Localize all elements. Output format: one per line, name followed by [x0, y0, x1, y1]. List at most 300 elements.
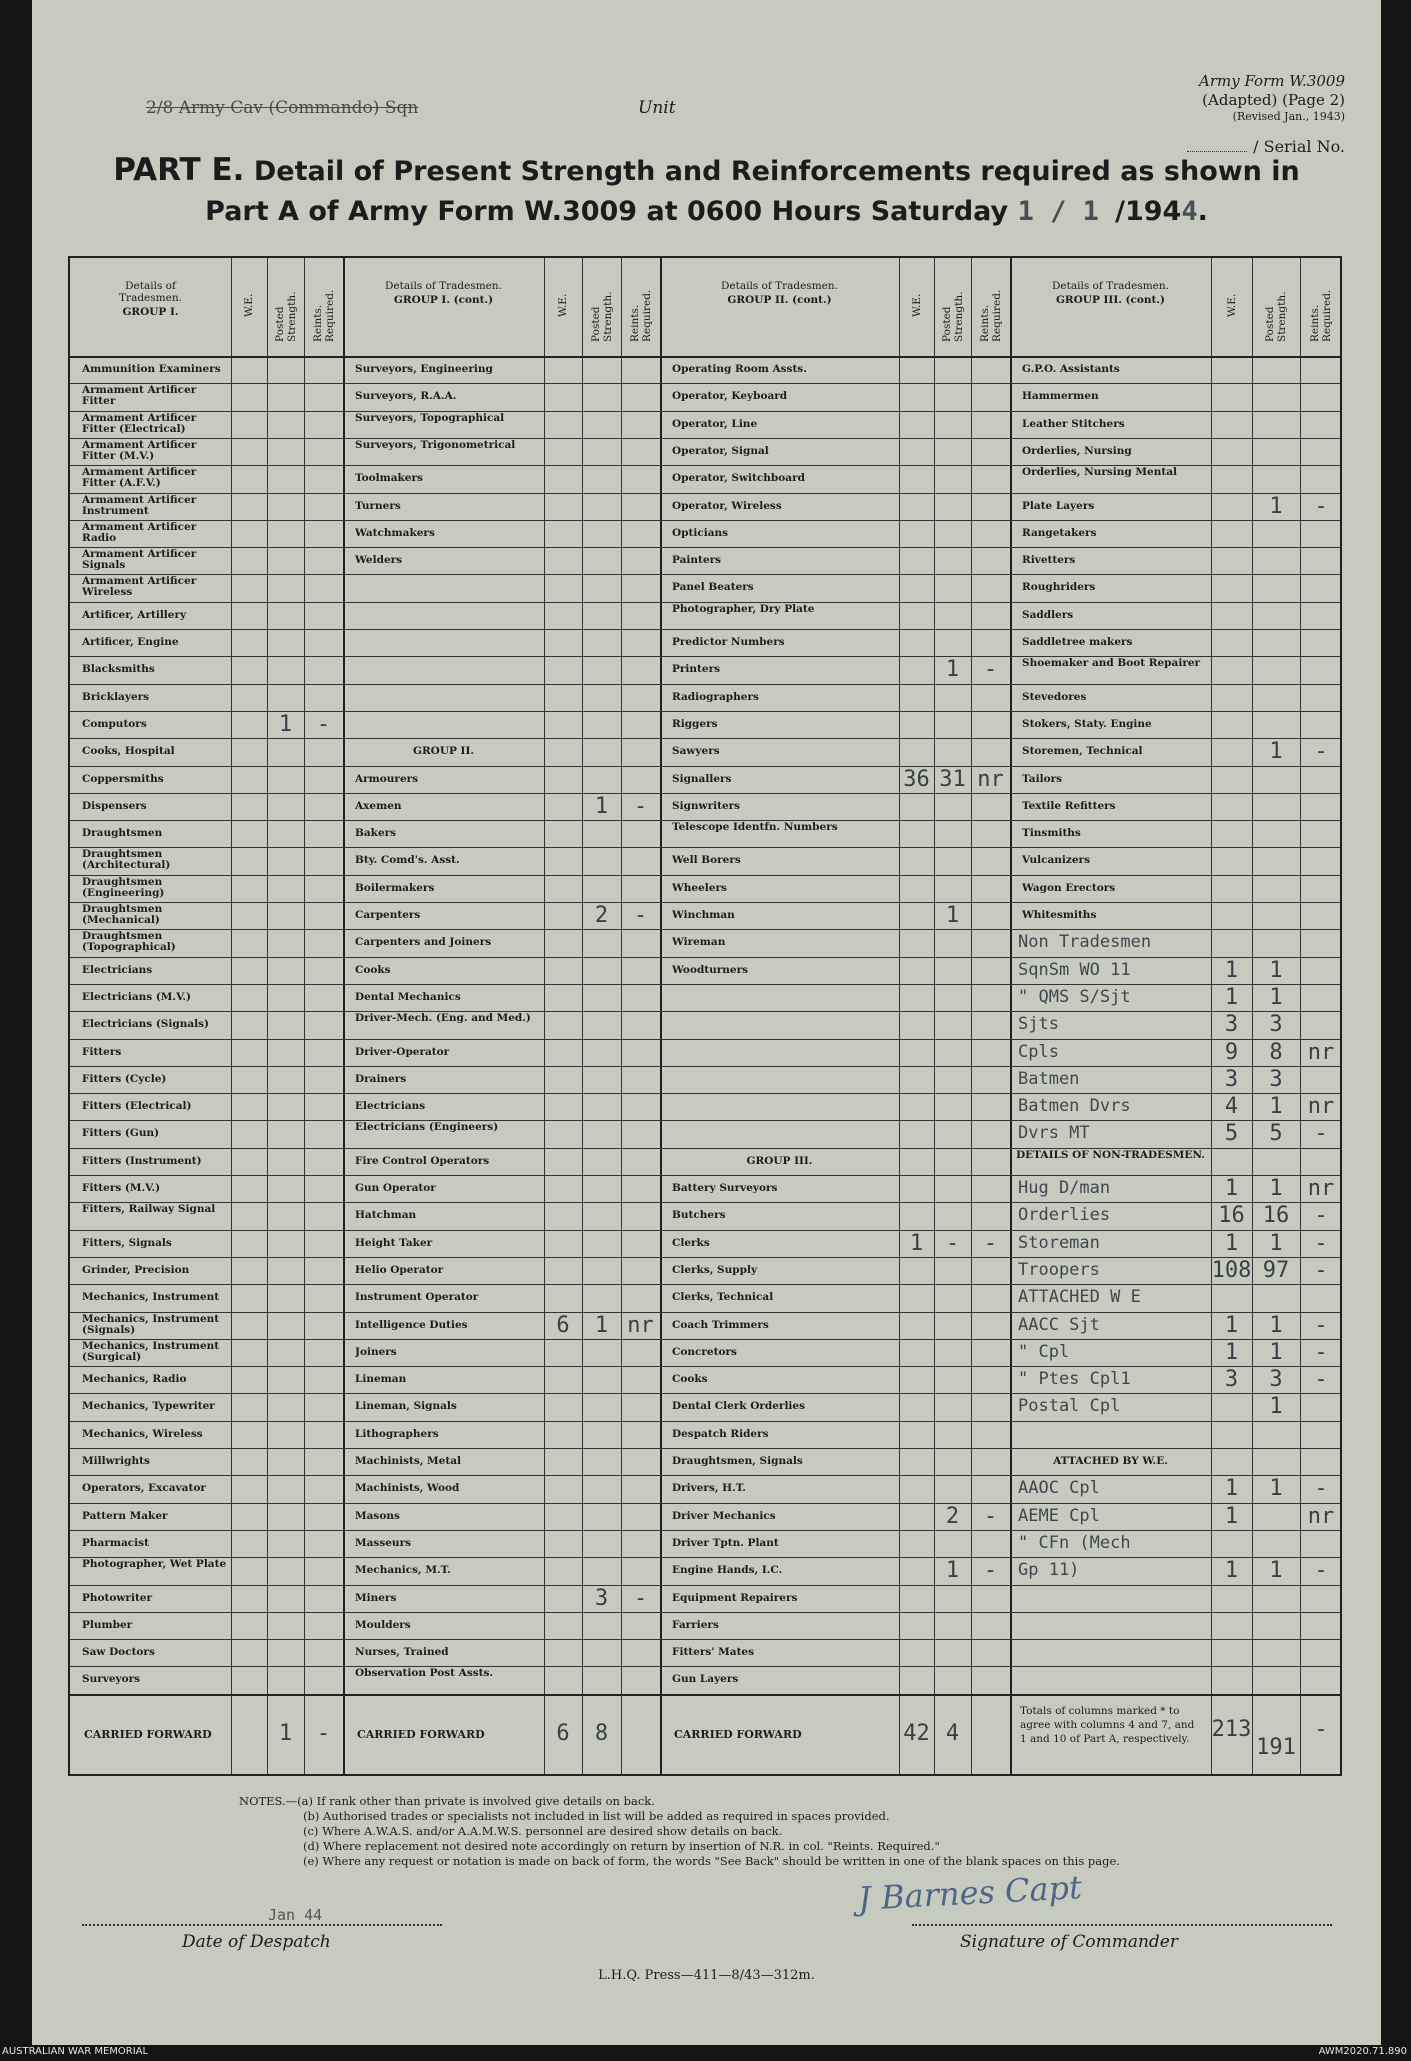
- row-label: GROUP II.: [412, 746, 475, 758]
- row-label: Plumber: [82, 1619, 133, 1631]
- group-rule: [343, 258, 345, 1774]
- handwritten-value: 108: [1211, 1257, 1252, 1283]
- handwritten-value: nr: [627, 1312, 654, 1338]
- handwritten-value: 16: [1262, 1203, 1290, 1229]
- non-tradesman-label: Troopers: [1018, 1259, 1100, 1280]
- signature-label: Signature of Commander: [960, 1932, 1178, 1952]
- non-tradesman-label: Non Tradesmen: [1018, 932, 1152, 953]
- handwritten-value: 1: [278, 711, 293, 737]
- date-line: [82, 1924, 442, 1926]
- row-label: Woodturners: [672, 964, 749, 976]
- handwritten-value: -: [1314, 1558, 1328, 1584]
- serial-number: / Serial No.: [1187, 137, 1345, 156]
- row-label: Operator, Wireless: [672, 500, 782, 512]
- row-rule: [70, 1011, 1340, 1012]
- row-label: Turners: [355, 500, 401, 512]
- non-tradesman-label: Postal Cpl: [1018, 1396, 1121, 1417]
- handwritten-value: -: [1314, 1230, 1328, 1256]
- row-label: Pharmacist: [82, 1537, 149, 1549]
- row-label: Mechanics, Typewriter: [82, 1401, 215, 1413]
- col-header-we: W.E.: [557, 293, 569, 317]
- row-label: Mechanics, Wireless: [82, 1428, 203, 1440]
- row-rule: [70, 1148, 1340, 1149]
- row-label: Hatchman: [355, 1210, 417, 1222]
- row-label: Fire Control Operators: [355, 1155, 490, 1167]
- row-label: Electricians (Signals): [82, 1019, 210, 1031]
- handwritten-value: 1: [1224, 1312, 1239, 1338]
- row-label: Armament Artificer Wireless: [82, 576, 197, 599]
- handwritten-value: 1: [1269, 1476, 1283, 1502]
- row-label: Drainers: [355, 1073, 407, 1085]
- row-rule: [70, 1066, 1340, 1067]
- non-tradesman-label: Dvrs MT: [1018, 1123, 1090, 1144]
- handwritten-value: -: [633, 793, 648, 819]
- row-label: Draughtsmen (Architectural): [82, 849, 171, 872]
- row-label: Observation Post Assts.: [355, 1668, 494, 1680]
- row-label: Driver-Operator: [355, 1046, 450, 1058]
- row-label: Gun Layers: [672, 1674, 739, 1686]
- row-label: Whitesmiths: [1022, 910, 1097, 921]
- date-of-despatch-label: Date of Despatch: [182, 1932, 331, 1952]
- handwritten-value: nr: [1307, 1176, 1335, 1201]
- carried-forward-note: Totals of columns marked * to agree with columns 4 and 7, and 1 and 10 of Part A, respectively.: [1020, 1704, 1195, 1745]
- handwritten-value: 1: [278, 1720, 293, 1746]
- handwritten-value: -: [316, 1720, 331, 1746]
- handwritten-value: 6: [556, 1312, 570, 1338]
- row-label: Signwriters: [672, 800, 741, 812]
- column-rule: [304, 258, 305, 1774]
- row-label: Vulcanizers: [1022, 855, 1091, 867]
- row-label: Despatch Riders: [672, 1428, 769, 1440]
- row-label: Opticians: [672, 527, 729, 539]
- handwritten-value: 1: [1269, 1094, 1283, 1120]
- row-label: Operator, Line: [672, 418, 758, 430]
- row-label: Welders: [355, 555, 403, 567]
- row-label: Driver Tptn. Plant: [672, 1537, 779, 1549]
- row-label: Armament Artificer Fitter (A.F.V.): [82, 467, 197, 490]
- row-label: Masons: [355, 1510, 400, 1522]
- row-label: Surveyors, R.A.A.: [355, 391, 457, 403]
- col-header-posted: Posted Strength.: [589, 291, 614, 342]
- handwritten-value: 3: [1269, 1066, 1283, 1092]
- col-header-posted: Posted Strength.: [940, 291, 965, 342]
- handwritten-value: 1: [1269, 1558, 1283, 1584]
- non-tradesman-label: " QMS S/Sjt: [1018, 986, 1131, 1007]
- col-header-reints: Reints. Required.: [311, 289, 336, 342]
- row-label: Ammunition Examiners: [82, 364, 221, 375]
- carried-forward-label: CARRIED FORWARD: [674, 1727, 802, 1741]
- handwritten-value: 3: [1224, 1367, 1239, 1393]
- form-adapted: (Adapted) (Page 2): [1202, 91, 1345, 109]
- row-label: DETAILS OF NON-TRADESMEN.: [1016, 1149, 1205, 1161]
- row-label: Well Borers: [672, 855, 741, 867]
- row-label: Fitters (Electrical): [82, 1101, 192, 1113]
- row-label: Electricians (M.V.): [82, 991, 192, 1003]
- column-rule: [544, 258, 545, 1774]
- non-tradesman-label: " CFn (Mech: [1018, 1532, 1131, 1553]
- handwritten-value: -: [633, 903, 648, 928]
- handwritten-value: 191: [1256, 1734, 1296, 1760]
- row-label: Dental Mechanics: [355, 991, 461, 1003]
- row-label: Masseurs: [355, 1537, 412, 1549]
- page-title: PART E. Detail of Present Strength and Reinforcements required as shown in Part A of Army Form W.3009 at 0600 Hours Saturday 1 / 1 /1944.: [113, 152, 1300, 227]
- row-label: Artificer, Engine: [82, 637, 179, 648]
- col-header-reints: Reints. Required.: [978, 289, 1003, 342]
- row-label: Roughriders: [1022, 582, 1096, 594]
- non-tradesman-label: " Ptes Cpl1: [1018, 1369, 1131, 1390]
- row-label: Rangetakers: [1022, 527, 1097, 539]
- row-label: Armament Artificer Instrument: [82, 494, 197, 517]
- handwritten-value: 1: [1224, 1339, 1239, 1365]
- handwritten-value: 2: [594, 903, 609, 928]
- handwritten-value: -: [983, 1230, 998, 1256]
- non-tradesman-label: AAOC Cpl: [1018, 1478, 1100, 1499]
- col-header-we: W.E.: [910, 293, 923, 317]
- row-label: Electricians (Engineers): [355, 1122, 499, 1134]
- handwritten-value: 4: [945, 1720, 960, 1746]
- handwritten-value: 42: [903, 1720, 930, 1746]
- row-label: Electricians: [355, 1101, 426, 1113]
- row-label: Lineman: [355, 1374, 407, 1386]
- row-label: Watchmakers: [355, 527, 435, 539]
- row-label: Armament Artificer Fitter (Electrical): [82, 412, 197, 435]
- row-label: Boilermakers: [355, 882, 435, 894]
- handwritten-value: 97: [1262, 1257, 1290, 1283]
- form-page: [32, 0, 1381, 2045]
- handwritten-value: 1: [1224, 957, 1239, 983]
- commander-signature: J Barnes Capt: [857, 1868, 1083, 1918]
- row-label: Mechanics, Instrument (Surgical): [82, 1340, 220, 1363]
- handwritten-value: 1: [594, 793, 609, 819]
- handwritten-value: -: [1314, 1312, 1328, 1338]
- handwritten-value: 2: [945, 1503, 960, 1529]
- row-label: Mechanics, Radio: [82, 1374, 187, 1386]
- row-label: Pattern Maker: [82, 1510, 168, 1522]
- handwritten-value: 1: [1269, 984, 1283, 1010]
- handwritten-value: 5: [1269, 1121, 1283, 1147]
- handwritten-value: 1: [1269, 493, 1283, 519]
- non-tradesman-label: " Cpl: [1018, 1341, 1070, 1362]
- column-rule: [899, 258, 900, 1774]
- handwritten-value: 31: [939, 766, 966, 792]
- handwritten-value: nr: [1307, 1039, 1335, 1065]
- handwritten-value: -: [983, 1503, 998, 1529]
- handwritten-value: 1: [1269, 739, 1283, 765]
- row-label: Lineman, Signals: [355, 1401, 457, 1413]
- press-line: L.H.Q. Press—411—8/43—312m.: [598, 1968, 815, 1983]
- row-label: Saddletree makers: [1022, 637, 1133, 648]
- date-of-despatch-value: Jan 44: [268, 1906, 323, 1924]
- row-label: Nurses, Trained: [355, 1647, 449, 1659]
- handwritten-value: -: [1314, 739, 1328, 765]
- row-label: Drivers, H.T.: [672, 1483, 746, 1495]
- non-tradesman-label: Orderlies: [1018, 1205, 1111, 1226]
- row-label: Mechanics, Instrument: [82, 1292, 220, 1304]
- row-label: Stevedores: [1022, 691, 1087, 703]
- row-label: Painters: [672, 555, 722, 567]
- non-tradesman-label: AACC Sjt: [1018, 1314, 1100, 1335]
- column-rule: [934, 258, 935, 1774]
- row-label: Shoemaker and Boot Repairer: [1022, 658, 1201, 670]
- row-label: Bakers: [355, 828, 397, 840]
- row-label: Telescope Identfn. Numbers: [672, 822, 838, 834]
- row-label: Concretors: [672, 1346, 737, 1358]
- non-tradesman-label: Batmen: [1018, 1068, 1080, 1089]
- handwritten-value: 8: [1269, 1039, 1283, 1065]
- row-label: Machinists, Wood: [355, 1483, 460, 1495]
- row-label: Operators, Excavator: [82, 1483, 206, 1495]
- handwritten-value: 1: [945, 1558, 960, 1584]
- row-label: Radiographers: [672, 691, 759, 703]
- column-rule: [582, 258, 583, 1774]
- row-label: Draughtsmen (Engineering): [82, 876, 165, 899]
- handwritten-value: 1: [1269, 1230, 1283, 1256]
- row-rule: [70, 1120, 1340, 1121]
- group-header-3: Details of Tradesmen. GROUP II. (cont.): [721, 280, 838, 306]
- handwritten-value: 1: [594, 1312, 609, 1338]
- row-label: G.P.O. Assistants: [1022, 364, 1120, 375]
- handwritten-value: 9: [1224, 1039, 1239, 1065]
- row-label: Fitters (Gun): [82, 1128, 160, 1140]
- row-label: Gun Operator: [355, 1183, 436, 1194]
- archive-id: AWM2020.71.890: [1318, 2046, 1407, 2057]
- handwritten-value: 1: [1269, 1394, 1283, 1420]
- handwritten-value: 1: [1224, 1176, 1239, 1201]
- handwritten-value: 1: [1269, 957, 1283, 983]
- row-label: Machinists, Metal: [355, 1456, 461, 1467]
- row-label: Leather Stitchers: [1022, 418, 1125, 430]
- row-label: Computors: [82, 718, 147, 730]
- handwritten-value: -: [945, 1230, 960, 1256]
- row-label: Lithographers: [355, 1428, 439, 1440]
- row-label: Armament Artificer Fitter: [82, 385, 197, 408]
- row-label: Cooks: [355, 964, 391, 976]
- row-label: Orderlies, Nursing Mental: [1022, 467, 1177, 479]
- handwritten-value: 213: [1211, 1716, 1252, 1742]
- row-label: Clerks, Technical: [672, 1292, 774, 1304]
- row-label: Operator, Switchboard: [672, 473, 805, 485]
- handwritten-value: nr: [977, 766, 1004, 792]
- row-label: Operating Room Assts.: [672, 364, 807, 375]
- row-label: Draughtsmen (Topographical): [82, 931, 176, 954]
- handwritten-value: 36: [903, 766, 930, 792]
- row-label: Bty. Comd's. Asst.: [355, 855, 460, 867]
- row-label: Draughtsmen, Signals: [672, 1456, 803, 1467]
- row-label: Dispensers: [82, 800, 147, 812]
- row-label: Joiners: [355, 1346, 397, 1358]
- row-label: Armament Artificer Radio: [82, 521, 197, 544]
- row-label: Operator, Keyboard: [672, 391, 788, 403]
- handwritten-value: 16: [1218, 1203, 1245, 1229]
- row-label: Surveyors, Engineering: [355, 364, 493, 375]
- handwritten-value: 1: [1224, 1476, 1239, 1502]
- row-label: Moulders: [355, 1619, 411, 1631]
- handwritten-value: 1: [1269, 1176, 1283, 1201]
- archive-credit: AUSTRALIAN WAR MEMORIAL: [2, 2046, 149, 2057]
- row-label: Axemen: [355, 800, 402, 812]
- row-label: Miners: [355, 1592, 397, 1604]
- handwritten-value: 6: [556, 1720, 570, 1746]
- row-label: Farriers: [672, 1619, 719, 1631]
- row-label: GROUP III.: [746, 1155, 813, 1167]
- row-label: Tinsmiths: [1022, 828, 1081, 840]
- row-label: ATTACHED BY W.E.: [1053, 1456, 1168, 1467]
- row-label: Electricians: [82, 964, 153, 976]
- handwritten-value: -: [1314, 493, 1328, 519]
- row-label: Surveyors, Topographical: [355, 412, 505, 424]
- row-label: Grinder, Precision: [82, 1264, 190, 1276]
- row-label: Blacksmiths: [82, 664, 155, 676]
- non-tradesman-label: Batmen Dvrs: [1018, 1096, 1131, 1117]
- row-label: Operator, Signal: [672, 445, 769, 457]
- row-label: Fitters' Mates: [672, 1647, 755, 1659]
- handwritten-value: -: [1314, 1367, 1328, 1393]
- row-label: Clerks, Supply: [672, 1264, 758, 1276]
- row-label: Saddlers: [1022, 609, 1074, 621]
- handwritten-value: -: [316, 711, 331, 737]
- handwritten-value: 3: [1224, 1012, 1239, 1038]
- row-label: Saw Doctors: [82, 1647, 155, 1659]
- row-label: Dental Clerk Orderlies: [672, 1401, 806, 1413]
- form-revised: (Revised Jan., 1943): [1232, 110, 1345, 123]
- handwritten-value: 5: [1224, 1121, 1239, 1147]
- row-rule: [70, 1093, 1340, 1094]
- row-label: Wireman: [672, 937, 726, 949]
- row-label: Engine Hands, I.C.: [672, 1565, 783, 1577]
- row-label: Butchers: [672, 1210, 726, 1222]
- row-label: Bricklayers: [82, 691, 150, 703]
- row-label: Plate Layers: [1022, 500, 1095, 512]
- row-label: Driver-Mech. (Eng. and Med.): [355, 1013, 531, 1025]
- row-label: Coach Trimmers: [672, 1319, 769, 1331]
- group-header-2: Details of Tradesmen. GROUP I. (cont.): [385, 280, 502, 306]
- row-label: Armament Artificer Signals: [82, 549, 197, 572]
- row-label: Orderlies, Nursing: [1022, 445, 1132, 457]
- handwritten-value: -: [1314, 1257, 1328, 1283]
- row-label: Equipment Repairers: [672, 1592, 798, 1604]
- row-label: Surveyors, Trigonometrical: [355, 439, 516, 451]
- handwritten-value: 1: [1224, 1230, 1239, 1256]
- row-label: Signallers: [672, 773, 732, 785]
- row-label: Artificer, Artillery: [82, 609, 187, 621]
- col-header-reints: Reints. Required.: [628, 289, 653, 342]
- row-label: Fitters (Instrument): [82, 1155, 202, 1167]
- row-label: Helio Operator: [355, 1264, 444, 1276]
- row-label: Mechanics, Instrument (Signals): [82, 1313, 220, 1336]
- handwritten-value: -: [633, 1585, 648, 1611]
- row-label: Photowriter: [82, 1592, 153, 1604]
- row-label: Mechanics, M.T.: [355, 1565, 451, 1577]
- carried-forward-label: CARRIED FORWARD: [84, 1727, 212, 1741]
- col-header-we: W.E.: [243, 293, 255, 317]
- handwritten-value: 1: [1269, 1312, 1283, 1338]
- row-label: Stokers, Staty. Engine: [1022, 718, 1152, 730]
- row-label: Fitters (Cycle): [82, 1073, 167, 1085]
- handwritten-value: -: [1314, 1339, 1328, 1365]
- notes: NOTES.—(a) If rank other than private is involved give details on back. (b) Authorised trades or specialists not included in list will be added as required in spaces provided. (c) Where A.W.A.S. and/or A.A.M.W.S. personnel are desired show details on back. (d) Where replacement not desired note accordingly on return by insertion of N.R. in col. "Reints. Required." (e) Where any request or notation is made on back of form, the words "See Back" should be written in one of the blank spaces on this page.: [239, 1794, 1120, 1868]
- row-label: Photographer, Wet Plate: [82, 1559, 227, 1571]
- handwritten-value: -: [1314, 1203, 1328, 1229]
- row-label: Cooks: [672, 1374, 708, 1386]
- row-label: Battery Surveyors: [672, 1183, 778, 1194]
- row-label: Armourers: [355, 773, 419, 785]
- strength-table: [68, 256, 1342, 1776]
- handwritten-value: nr: [1307, 1503, 1335, 1529]
- row-label: Textile Refitters: [1022, 800, 1116, 812]
- row-label: Riggers: [672, 718, 718, 730]
- row-label: Millwrights: [82, 1456, 150, 1467]
- row-label: Storemen, Technical: [1022, 746, 1143, 758]
- row-label: Wagon Erectors: [1022, 882, 1116, 894]
- row-label: Clerks: [672, 1237, 710, 1249]
- carried-forward-label: CARRIED FORWARD: [357, 1727, 485, 1741]
- row-label: Carpenters and Joiners: [355, 937, 492, 949]
- non-tradesman-label: Cpls: [1018, 1041, 1059, 1062]
- row-label: Fitters, Signals: [82, 1237, 172, 1249]
- col-header-posted: Posted Strength.: [1264, 291, 1288, 342]
- row-label: Wheelers: [672, 882, 727, 894]
- signature-line: [912, 1924, 1332, 1926]
- group-rule: [1010, 258, 1012, 1774]
- handwritten-value: nr: [1307, 1094, 1335, 1120]
- row-label: Sawyers: [672, 746, 720, 758]
- row-label: Toolmakers: [355, 473, 423, 485]
- row-label: Predictor Numbers: [672, 637, 785, 648]
- col-header-reints: Reints. Required.: [1309, 289, 1333, 342]
- handwritten-value: 1: [909, 1230, 924, 1256]
- handwritten-value: -: [1314, 1716, 1328, 1742]
- column-rule: [231, 258, 232, 1774]
- row-label: Winchman: [672, 910, 735, 921]
- non-tradesman-label: Sjts: [1018, 1014, 1059, 1035]
- handwritten-value: 3: [1269, 1367, 1283, 1393]
- handwritten-value: 3: [594, 1585, 609, 1611]
- row-label: Intelligence Duties: [355, 1319, 468, 1331]
- row-label: Driver Mechanics: [672, 1510, 776, 1522]
- handwritten-value: 4: [1224, 1094, 1239, 1120]
- row-label: Cooks, Hospital: [82, 746, 175, 758]
- row-label: Tailors: [1022, 773, 1063, 785]
- row-label: Surveyors: [82, 1674, 141, 1686]
- row-label: Height Taker: [355, 1237, 433, 1249]
- row-label: Instrument Operator: [355, 1292, 479, 1304]
- row-label: Carpenters: [355, 910, 421, 921]
- non-tradesman-label: Hug D/man: [1018, 1178, 1111, 1198]
- row-label: Armament Artificer Fitter (M.V.): [82, 439, 197, 462]
- row-label: Panel Beaters: [672, 582, 754, 594]
- row-label: Hammermen: [1022, 391, 1099, 403]
- handwritten-value: 3: [1269, 1012, 1283, 1038]
- col-header-posted: Posted Strength.: [273, 291, 298, 342]
- column-rule: [1300, 258, 1301, 1774]
- row-label: Fitters, Railway Signal: [82, 1204, 216, 1216]
- handwritten-value: -: [983, 1558, 998, 1584]
- column-rule: [971, 258, 972, 1774]
- handwritten-value: 1: [945, 903, 960, 928]
- non-tradesman-label: AEME Cpl: [1018, 1505, 1100, 1526]
- handwritten-value: 8: [594, 1720, 609, 1746]
- handwritten-value: -: [1314, 1121, 1328, 1147]
- row-label: Photographer, Dry Plate: [672, 603, 815, 615]
- group-rule: [660, 258, 662, 1774]
- column-rule: [267, 258, 268, 1774]
- column-rule: [621, 258, 622, 1774]
- col-header-we: W.E.: [1225, 293, 1238, 317]
- handwritten-value: 1: [1269, 1339, 1283, 1365]
- row-label: Draughtsmen (Mechanical): [82, 904, 163, 926]
- form-identifier: [1199, 72, 1345, 124]
- handwritten-value: 1: [1224, 1558, 1239, 1584]
